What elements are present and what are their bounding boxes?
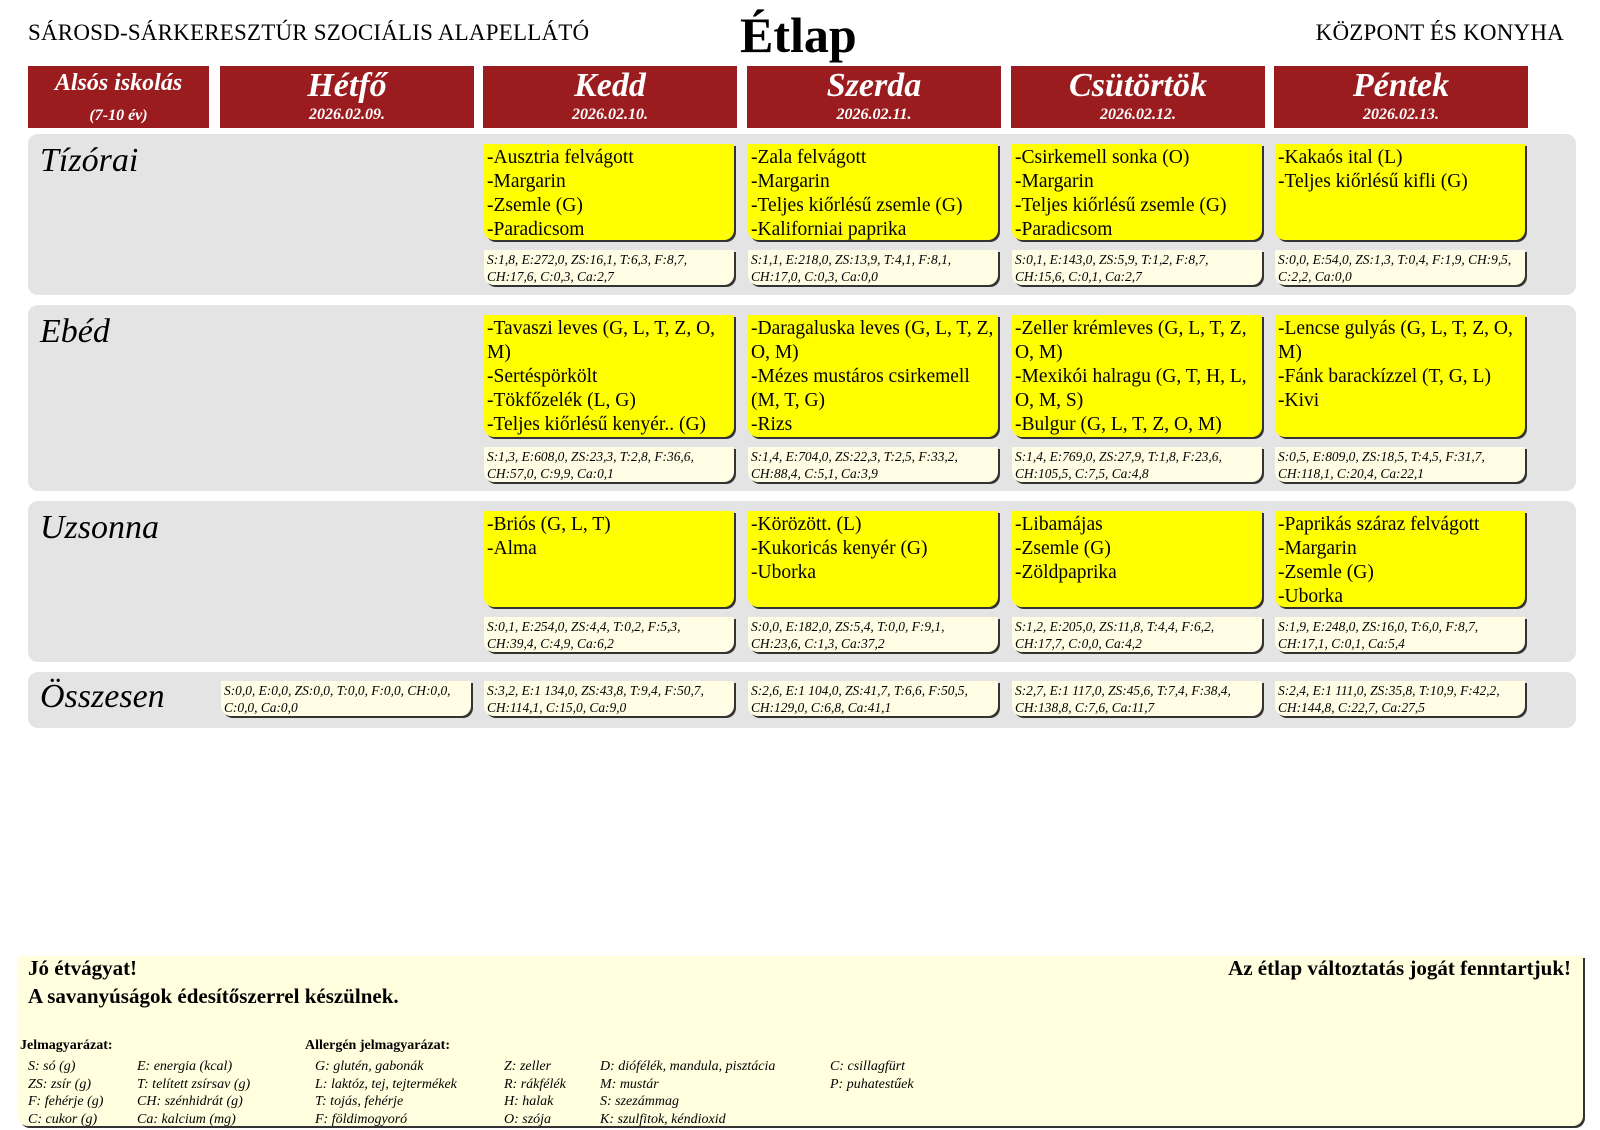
list-item: -Zeller krémleves (G, L, T, Z, O, M)	[1015, 318, 1247, 363]
list-item: -Daragaluska leves (G, L, T, Z, O, M)	[751, 318, 994, 363]
day-date: 2026.02.12.	[1100, 106, 1176, 123]
day-header-pentek	[1274, 66, 1528, 128]
day-name: Csütörtök	[1069, 67, 1207, 104]
legend-column	[28, 1058, 103, 1128]
day-header-csutortok	[1011, 66, 1265, 128]
allergen-column	[600, 1058, 775, 1128]
day-name: Kedd	[574, 67, 646, 104]
totals-box-kedd: S:3,2, E:1 134,0, ZS:43,8, T:9,4, F:50,7, CH:114,1, C:15,0, Ca:9,0	[484, 681, 734, 716]
list-item: -Libamájas	[1015, 514, 1103, 535]
day-date: 2026.02.09.	[309, 106, 385, 123]
menu-box	[1012, 144, 1262, 240]
menu-box	[1275, 315, 1525, 437]
list-item: D: diófélék, mandula, pisztácia	[600, 1059, 776, 1074]
menu-box	[748, 315, 998, 437]
legend-column	[137, 1058, 250, 1128]
list-item: -Kakaós ital (L)	[1278, 147, 1403, 168]
list-item: L: laktóz, tej, tejtermékek	[315, 1076, 457, 1092]
list-item: S: szezámmag	[600, 1094, 679, 1109]
day-date: 2026.02.13.	[1363, 106, 1439, 123]
page-title: Étlap	[740, 7, 857, 63]
menu-box	[1275, 511, 1525, 607]
list-item: -Mézes mustáros csirkemell (M, T, G)	[751, 366, 970, 411]
nutrition-box: S:0,0, E:182,0, ZS:5,4, T:0,0, F:9,1, CH:23,6, C:1,3, Ca:37,2	[748, 617, 998, 652]
menu-box	[1012, 315, 1262, 437]
list-item: -Paradicsom	[487, 219, 585, 240]
list-item: -Tökfőzelék (L, G)	[487, 390, 636, 411]
list-item: R: rákfélék	[504, 1076, 566, 1092]
list-item: -Tavaszi leves (G, L, T, Z, O, M)	[487, 318, 716, 363]
list-item: -Kukoricás kenyér (G)	[751, 538, 928, 559]
list-item: -Rizs	[751, 414, 793, 435]
meal-label: Tízórai	[40, 142, 139, 179]
list-item: -Margarin	[487, 171, 566, 192]
day-name: Péntek	[1352, 67, 1450, 104]
list-item: Z: zeller	[504, 1059, 552, 1074]
totals-box-csutortok: S:2,7, E:1 117,0, ZS:45,6, T:7,4, F:38,4, CH:138,8, C:7,6, Ca:11,7	[1012, 681, 1262, 716]
list-item: -Kaliforniai paprika	[751, 219, 907, 240]
list-item: T: tojás, fehérje	[315, 1094, 404, 1109]
list-item: C: csillagfürt	[830, 1059, 906, 1074]
menu-box	[1275, 144, 1525, 240]
menu-box	[484, 144, 734, 240]
allergen-column	[315, 1058, 457, 1128]
list-item: -Zöldpaprika	[1015, 562, 1117, 583]
list-item: K: szulfitok, kéndioxid	[600, 1111, 726, 1127]
list-item: CH: szénhidrát (g)	[137, 1094, 243, 1109]
day-name: Hétfő	[307, 67, 387, 104]
list-item: -Uborka	[1278, 586, 1343, 607]
menu-box	[1012, 511, 1262, 607]
group-header	[28, 66, 209, 128]
group-name: Alsós iskolás	[54, 70, 183, 96]
list-item: -Paprikás száraz felvágott	[1278, 514, 1480, 535]
list-item: E: energia (kcal)	[137, 1059, 233, 1074]
list-item: -Zsemle (G)	[1278, 562, 1374, 583]
menu-box	[748, 144, 998, 240]
footer-disclaimer: Az étlap változtatás jogát fenntartjuk!	[1228, 956, 1571, 980]
nutrition-box: S:1,4, E:769,0, ZS:27,9, T:1,8, F:23,6, CH:105,5, C:7,5, Ca:4,8	[1012, 447, 1262, 482]
list-item: S: só (g)	[28, 1059, 76, 1074]
list-item: -Teljes kiőrlésű zsemle (G)	[751, 195, 963, 216]
day-header-kedd	[483, 66, 737, 128]
list-item: -Zala felvágott	[751, 147, 867, 168]
list-item: F: földimogyoró	[315, 1111, 408, 1127]
list-item: -Zsemle (G)	[487, 195, 583, 216]
allergen-column	[830, 1058, 914, 1093]
nutrition-box: S:1,1, E:218,0, ZS:13,9, T:4,1, F:8,1, CH:17,0, C:0,3, Ca:0,0	[748, 250, 998, 285]
list-item: -Alma	[487, 538, 537, 559]
nutrition-box: S:1,2, E:205,0, ZS:11,8, T:4,4, F:6,2, CH:17,7, C:0,0, Ca:4,2	[1012, 617, 1262, 652]
list-item: -Paradicsom	[1015, 219, 1113, 240]
list-item: -Teljes kiőrlésű zsemle (G)	[1015, 195, 1227, 216]
nutrition-box: S:0,1, E:143,0, ZS:5,9, T:1,2, F:8,7, CH:15,6, C:0,1, Ca:2,7	[1012, 250, 1262, 285]
list-item: Ca: kalcium (mg)	[137, 1111, 236, 1127]
footer-panel	[18, 956, 1583, 1126]
menu-box	[748, 511, 998, 607]
totals-label: Összesen	[40, 678, 165, 715]
list-item: ZS: zsír (g)	[28, 1076, 92, 1092]
list-item: -Csirkemell sonka (O)	[1015, 147, 1190, 168]
totals-box-hetfo: S:0,0, E:0,0, ZS:0,0, T:0,0, F:0,0, CH:0,0, C:0,0, Ca:0,0	[221, 681, 471, 716]
list-item: O: szója	[504, 1111, 552, 1127]
nutrition-box: S:1,4, E:704,0, ZS:22,3, T:2,5, F:33,2, CH:88,4, C:5,1, Ca:3,9	[748, 447, 998, 482]
list-item: M: mustár	[600, 1076, 659, 1092]
menu-box	[484, 511, 734, 607]
day-header-hetfo	[220, 66, 474, 128]
allergen-column	[504, 1058, 566, 1128]
list-item: F: fehérje (g)	[28, 1094, 104, 1109]
list-item: -Ausztria felvágott	[487, 147, 634, 168]
list-item: -Fánk barackízzel (T, G, L)	[1278, 366, 1491, 387]
footer-note: A savanyúságok édesítőszerrel készülnek.	[28, 984, 399, 1008]
day-date: 2026.02.10.	[572, 106, 648, 123]
footer-greeting: Jó étvágyat!	[28, 956, 138, 980]
list-item: -Briós (G, L, T)	[487, 514, 611, 535]
menu-box	[484, 315, 734, 437]
group-age: (7-10 év)	[89, 107, 148, 124]
list-item: -Sertéspörkölt	[487, 366, 598, 387]
list-item: -Margarin	[1278, 538, 1357, 559]
list-item: -Margarin	[751, 171, 830, 192]
list-item: G: glutén, gabonák	[315, 1059, 424, 1074]
list-item: -Lencse gulyás (G, L, T, Z, O, M)	[1278, 318, 1513, 363]
nutrition-box: S:1,3, E:608,0, ZS:23,3, T:2,8, F:36,6, CH:57,0, C:9,9, Ca:0,1	[484, 447, 734, 482]
list-item: -Körözött. (L)	[751, 514, 862, 535]
list-item: P: puhatestűek	[830, 1076, 914, 1092]
list-item: -Teljes kiőrlésű kenyér.. (G)	[487, 414, 707, 435]
nutrition-box: S:0,1, E:254,0, ZS:4,4, T:0,2, F:5,3, CH:39,4, C:4,9, Ca:6,2	[484, 617, 734, 652]
totals-box-szerda: S:2,6, E:1 104,0, ZS:41,7, T:6,6, F:50,5, CH:129,0, C:6,8, Ca:41,1	[748, 681, 998, 716]
meal-label: Uzsonna	[40, 509, 160, 546]
nutrition-box: S:1,8, E:272,0, ZS:16,1, T:6,3, F:8,7, CH:17,6, C:0,3, Ca:2,7	[484, 250, 734, 285]
list-item: -Uborka	[751, 562, 816, 583]
list-item: H: halak	[504, 1094, 554, 1109]
nutrition-box: S:0,5, E:809,0, ZS:18,5, T:4,5, F:31,7, CH:118,1, C:20,4, Ca:22,1	[1275, 447, 1525, 482]
totals-box-pentek: S:2,4, E:1 111,0, ZS:35,8, T:10,9, F:42,2, CH:144,8, C:22,7, Ca:27,5	[1275, 681, 1525, 716]
list-item: -Zsemle (G)	[1015, 538, 1111, 559]
list-item: -Kivi	[1278, 390, 1320, 411]
list-item: -Bulgur (G, L, T, Z, O, M)	[1015, 414, 1222, 435]
list-item: C: cukor (g)	[28, 1111, 98, 1127]
legend-title: Jelmagyarázat:	[20, 1038, 113, 1053]
org-name-left: SÁROSD-SÁRKERESZTÚR SZOCIÁLIS ALAPELLÁTÓ	[28, 20, 590, 45]
list-item: -Teljes kiőrlésű kifli (G)	[1278, 171, 1468, 192]
allergen-legend-title: Allergén jelmagyarázat:	[305, 1038, 450, 1053]
meal-label: Ebéd	[40, 313, 110, 350]
list-item: -Margarin	[1015, 171, 1094, 192]
list-item: -Mexikói halragu (G, T, H, L, O, M, S)	[1015, 366, 1247, 411]
day-name: Szerda	[826, 67, 922, 104]
nutrition-box: S:1,9, E:248,0, ZS:16,0, T:6,0, F:8,7, CH:17,1, C:0,1, Ca:5,4	[1275, 617, 1525, 652]
nutrition-box: S:0,0, E:54,0, ZS:1,3, T:0,4, F:1,9, CH:9,5, C:2,2, Ca:0,0	[1275, 250, 1525, 285]
day-date: 2026.02.11.	[836, 106, 912, 123]
day-header-szerda	[747, 66, 1001, 128]
list-item: T: telített zsírsav (g)	[137, 1076, 251, 1092]
org-name-right: KÖZPONT ÉS KONYHA	[1315, 20, 1564, 45]
